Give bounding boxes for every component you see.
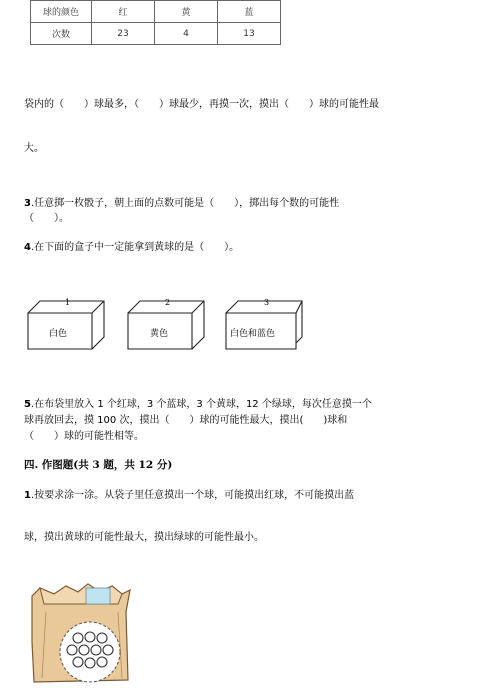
box-1-outline xyxy=(28,301,104,349)
table-cell: 蓝 xyxy=(218,1,281,23)
question-5-line1 xyxy=(24,395,372,410)
box-2-outline xyxy=(128,301,204,349)
question-bag-line2: 大。 xyxy=(24,143,44,154)
question-bag-line1: 袋内的（ ）球最多，（ ）球最少，再摸一次，摸出（ ）球的可能性最 xyxy=(24,99,379,110)
question-text: .在布袋里放入 1 个红球，3 个蓝球，3 个黄球，12 个绿球，每次任意摸一个 xyxy=(30,399,372,410)
question-number: 1 xyxy=(24,490,31,501)
question-4 xyxy=(24,238,239,253)
table-cell: 红 xyxy=(92,1,155,23)
box-3-outline xyxy=(226,301,302,349)
table-cell: 4 xyxy=(155,23,218,45)
box-3-label: 白色和蓝色 xyxy=(230,329,276,339)
box-2-label: 黄色 xyxy=(150,329,169,339)
question-1-line1 xyxy=(24,486,354,501)
box-1-label: 白色 xyxy=(49,329,68,339)
box-2-number: 2 xyxy=(165,298,171,307)
table-cell: 13 xyxy=(218,23,281,45)
table-cell: 次数 xyxy=(31,23,92,45)
table-cell: 23 xyxy=(92,23,155,45)
table-cell: 球的颜色 xyxy=(31,1,92,23)
tally-table xyxy=(30,0,281,45)
paper-bag-illustration xyxy=(26,582,136,686)
box-1-number: 1 xyxy=(65,298,71,307)
section-heading: 四. 作图题(共 3 题，共 12 分) xyxy=(24,459,173,471)
table-row xyxy=(31,23,281,45)
question-5-line2: 球再放回去，摸 100 次，摸出（ ）球的可能性最大，摸出( )球和 xyxy=(24,415,348,426)
question-3-line1 xyxy=(24,194,339,209)
table-cell: 黄 xyxy=(155,1,218,23)
question-text: .按要求涂一涂。从袋子里任意摸出一个球，可能摸出红球，不可能摸出蓝 xyxy=(30,490,355,501)
question-text: .在下面的盒子中一定能拿到黄球的是（ ）。 xyxy=(30,242,240,253)
question-number: 3 xyxy=(24,198,31,209)
table-header-row xyxy=(31,1,281,23)
question-3-line2: （ ）。 xyxy=(24,213,69,224)
question-text: .任意掷一枚骰子，朝上面的点数可能是（ ），掷出每个数的可能性 xyxy=(30,198,340,209)
question-number: 5 xyxy=(24,399,31,410)
question-1-line2: 球，摸出黄球的可能性最大，摸出绿球的可能性最小。 xyxy=(24,532,264,543)
question-number: 4 xyxy=(24,242,31,253)
box-3-number: 3 xyxy=(264,298,270,307)
question-5-line3: （ ）球的可能性相等。 xyxy=(24,431,144,442)
